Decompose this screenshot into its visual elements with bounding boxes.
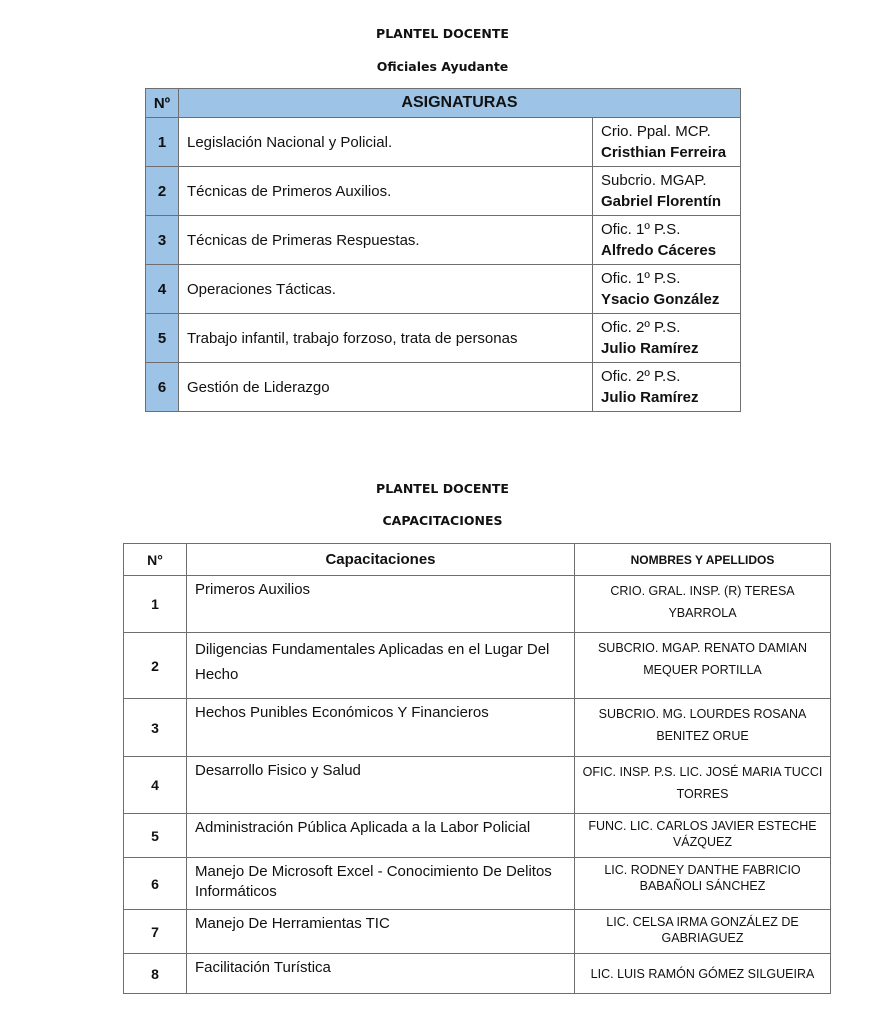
teacher-name: Julio Ramírez xyxy=(601,340,699,357)
row-course: Primeros Auxilios xyxy=(187,576,575,633)
table-row xyxy=(124,699,831,757)
row-num: 1 xyxy=(124,576,187,633)
row-instructor: SUBCRIO. MGAP. RENATO DAMIAN MEQUER PORTILLA xyxy=(575,633,831,699)
row-num: 6 xyxy=(124,858,187,910)
header-nombres: NOMBRES Y APELLIDOS xyxy=(575,544,831,576)
table-row xyxy=(146,314,741,363)
row-num: 5 xyxy=(124,814,187,858)
row-subject: Técnicas de Primeros Auxilios. xyxy=(179,167,593,216)
row-teacher xyxy=(593,265,741,314)
row-num: 5 xyxy=(146,314,179,363)
table-row xyxy=(124,814,831,858)
row-num: 3 xyxy=(146,216,179,265)
row-subject: Técnicas de Primeras Respuestas. xyxy=(179,216,593,265)
teacher-name: Cristhian Ferreira xyxy=(601,144,727,161)
header-asignaturas: ASIGNATURAS xyxy=(179,89,741,118)
row-num: 2 xyxy=(146,167,179,216)
teacher-name: Ysacio González xyxy=(601,291,720,308)
row-course: Manejo De Microsoft Excel - Conocimiento De Delitos Informáticos xyxy=(187,858,575,910)
teacher-name: Julio Ramírez xyxy=(601,389,699,406)
asignaturas-table xyxy=(145,88,741,412)
teacher-name: Gabriel Florentín xyxy=(601,193,722,210)
row-course: Administración Pública Aplicada a la Labor Policial xyxy=(187,814,575,858)
row-num: 6 xyxy=(146,363,179,412)
row-instructor: SUBCRIO. MG. LOURDES ROSANA BENITEZ ORUE xyxy=(575,699,831,757)
teacher-rank: Ofic. 2º P.S. xyxy=(601,319,681,336)
teacher-rank: Subcrio. MGAP. xyxy=(601,172,707,189)
row-subject: Gestión de Liderazgo xyxy=(179,363,593,412)
row-subject: Legislación Nacional y Policial. xyxy=(179,118,593,167)
row-instructor: FUNC. LIC. CARLOS JAVIER ESTECHE VÁZQUEZ xyxy=(575,814,831,858)
row-course: Diligencias Fundamentales Aplicadas en el Lugar Del Hecho xyxy=(187,633,575,699)
row-course: Facilitación Turística xyxy=(187,954,575,994)
row-course: Desarrollo Fisico y Salud xyxy=(187,757,575,814)
row-subject: Operaciones Tácticas. xyxy=(179,265,593,314)
row-num: 2 xyxy=(124,633,187,699)
row-teacher xyxy=(593,314,741,363)
table-row xyxy=(124,633,831,699)
header-num: N° xyxy=(124,544,187,576)
table-row xyxy=(124,757,831,814)
table-row xyxy=(146,265,741,314)
section1-subtitle: Oficiales Ayudante xyxy=(376,59,509,74)
row-instructor: LIC. RODNEY DANTHE FABRICIO BABAÑOLI SÁNCHEZ xyxy=(575,858,831,910)
row-num: 3 xyxy=(124,699,187,757)
row-instructor: OFIC. INSP. P.S. LIC. JOSÉ MARIA TUCCI TORRES xyxy=(575,757,831,814)
table-row xyxy=(124,576,831,633)
row-teacher xyxy=(593,363,741,412)
row-course: Manejo De Herramientas TIC xyxy=(187,910,575,954)
capacitaciones-table xyxy=(123,543,831,994)
table-row xyxy=(124,954,831,994)
section2-title: PLANTEL DOCENTE xyxy=(376,481,509,496)
teacher-rank: Ofic. 1º P.S. xyxy=(601,221,681,238)
header-num: Nº xyxy=(146,89,179,118)
teacher-rank: Ofic. 1º P.S. xyxy=(601,270,681,287)
row-num: 4 xyxy=(124,757,187,814)
teacher-rank: Crio. Ppal. MCP. xyxy=(601,123,711,140)
teacher-rank: Ofic. 2º P.S. xyxy=(601,368,681,385)
row-teacher xyxy=(593,167,741,216)
row-subject: Trabajo infantil, trabajo forzoso, trata de personas xyxy=(179,314,593,363)
row-num: 8 xyxy=(124,954,187,994)
table-row xyxy=(146,167,741,216)
row-course: Hechos Punibles Económicos Y Financieros xyxy=(187,699,575,757)
teacher-name: Alfredo Cáceres xyxy=(601,242,717,259)
row-num: 4 xyxy=(146,265,179,314)
table-row xyxy=(124,910,831,954)
row-instructor: CRIO. GRAL. INSP. (R) TERESA YBARROLA xyxy=(575,576,831,633)
header-capacitaciones: Capacitaciones xyxy=(187,544,575,576)
table-row xyxy=(146,216,741,265)
row-teacher xyxy=(593,216,741,265)
table-row xyxy=(146,118,741,167)
table-header-row xyxy=(124,544,831,576)
table-row xyxy=(124,858,831,910)
section1-title: PLANTEL DOCENTE xyxy=(376,26,509,41)
table-row xyxy=(146,363,741,412)
row-instructor: LIC. CELSA IRMA GONZÁLEZ DE GABRIAGUEZ xyxy=(575,910,831,954)
row-instructor: LIC. LUIS RAMÓN GÓMEZ SILGUEIRA xyxy=(575,954,831,994)
row-teacher xyxy=(593,118,741,167)
row-num: 7 xyxy=(124,910,187,954)
section2-subtitle: CAPACITACIONES xyxy=(382,513,503,528)
row-num: 1 xyxy=(146,118,179,167)
table-header-row xyxy=(146,89,741,118)
